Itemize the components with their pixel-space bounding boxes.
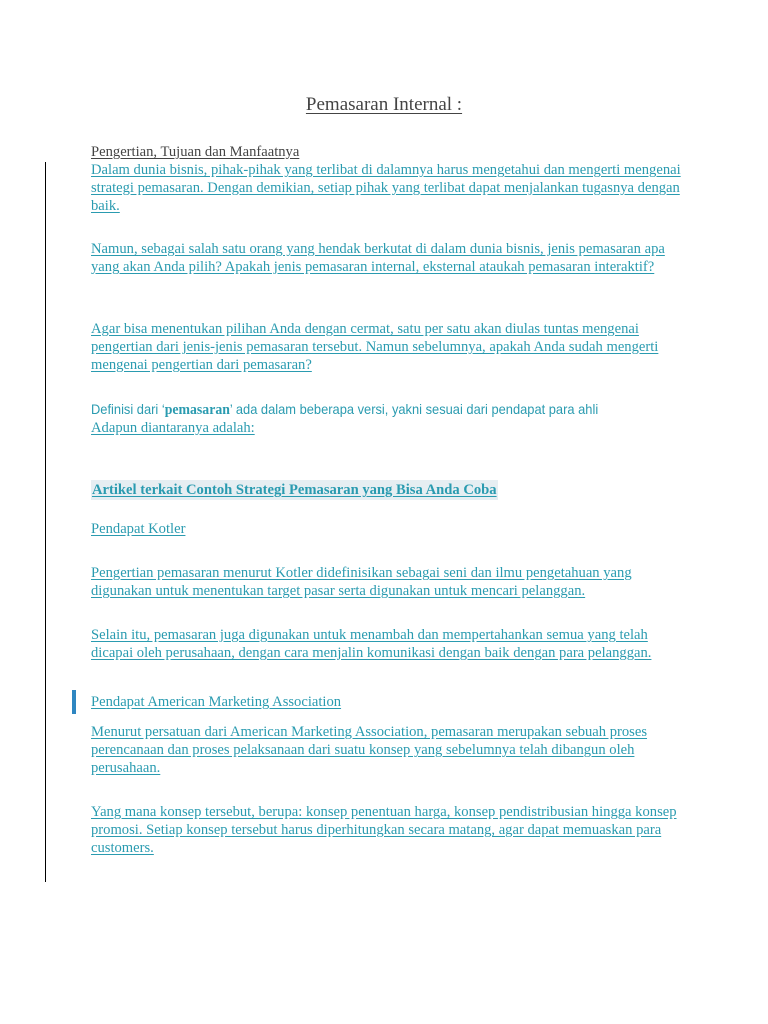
page-title: Pemasaran Internal : bbox=[305, 94, 463, 115]
section-heading: Pengertian, Tujuan dan Manfaatnya bbox=[91, 144, 300, 160]
kotler-heading[interactable]: Pendapat Kotler bbox=[91, 521, 186, 537]
margin-rule bbox=[45, 162, 46, 882]
related-article-link[interactable]: Artikel terkait Contoh Strategi Pemasaran yang Bisa Anda Coba bbox=[92, 482, 497, 498]
change-marker bbox=[72, 690, 76, 714]
ama-paragraph-1[interactable]: Menurut persatuan dari American Marketing Association, pemasaran merupakan sebuah proses perencanaan dan proses pelaksanaan dari suatu konsep yang sebelumnya telah dibangun oleh perusahaan. bbox=[91, 724, 648, 776]
definition-term: pemasaran bbox=[164, 402, 230, 418]
paragraph-intro[interactable]: Dalam dunia bisnis, pihak-pihak yang terlibat di dalamnya harus mengetahui dan mengerti mengenai strategi pemasaran. Dengan demikian, setiap pihak yang terlibat dapat menjalankan tugasnya dengan baik. bbox=[91, 162, 681, 214]
kotler-paragraph-1[interactable]: Pengertian pemasaran menurut Kotler didefinisikan sebagai seni dan ilmu pengetahuan yang digunakan untuk menentukan target pasar serta digunakan untuk mencari pelanggan. bbox=[91, 565, 632, 599]
definition-line-2: Adapun diantaranya adalah: bbox=[91, 420, 255, 436]
paragraph-choice[interactable]: Agar bisa menentukan pilihan Anda dengan cermat, satu per satu akan diulas tuntas mengenai pengertian dari jenis-jenis pemasaran tersebut. Namun sebelumnya, apakah Anda sudah mengerti mengenai pengertian dari pemasaran? bbox=[91, 321, 659, 373]
kotler-paragraph-2[interactable]: Selain itu, pemasaran juga digunakan untuk menambah dan mempertahankan semua yang telah dicapai oleh perusahaan, dengan cara menjalin komunikasi dengan baik dengan para pelanggan. bbox=[91, 627, 652, 661]
definition-line: Definisi dari ‘pemasaran’ ada dalam beberapa versi, yakni sesuai dari pendapat para ahli bbox=[91, 401, 599, 418]
definition-paragraph[interactable] bbox=[91, 400, 691, 437]
ama-paragraph-2[interactable]: Yang mana konsep tersebut, berupa: konsep penentuan harga, konsep pendistribusian hingga konsep promosi. Setiap konsep tersebut harus diperhitungkan secara matang, agar dapat memuaskan para customers. bbox=[91, 804, 677, 856]
ama-heading[interactable]: Pendapat American Marketing Association bbox=[91, 694, 342, 710]
paragraph-question[interactable]: Namun, sebagai salah satu orang yang hendak berkutat di dalam dunia bisnis, jenis pemasaran apa yang akan Anda pilih? Apakah jenis pemasaran internal, eksternal ataukah pemasaran interaktif? bbox=[91, 241, 665, 275]
